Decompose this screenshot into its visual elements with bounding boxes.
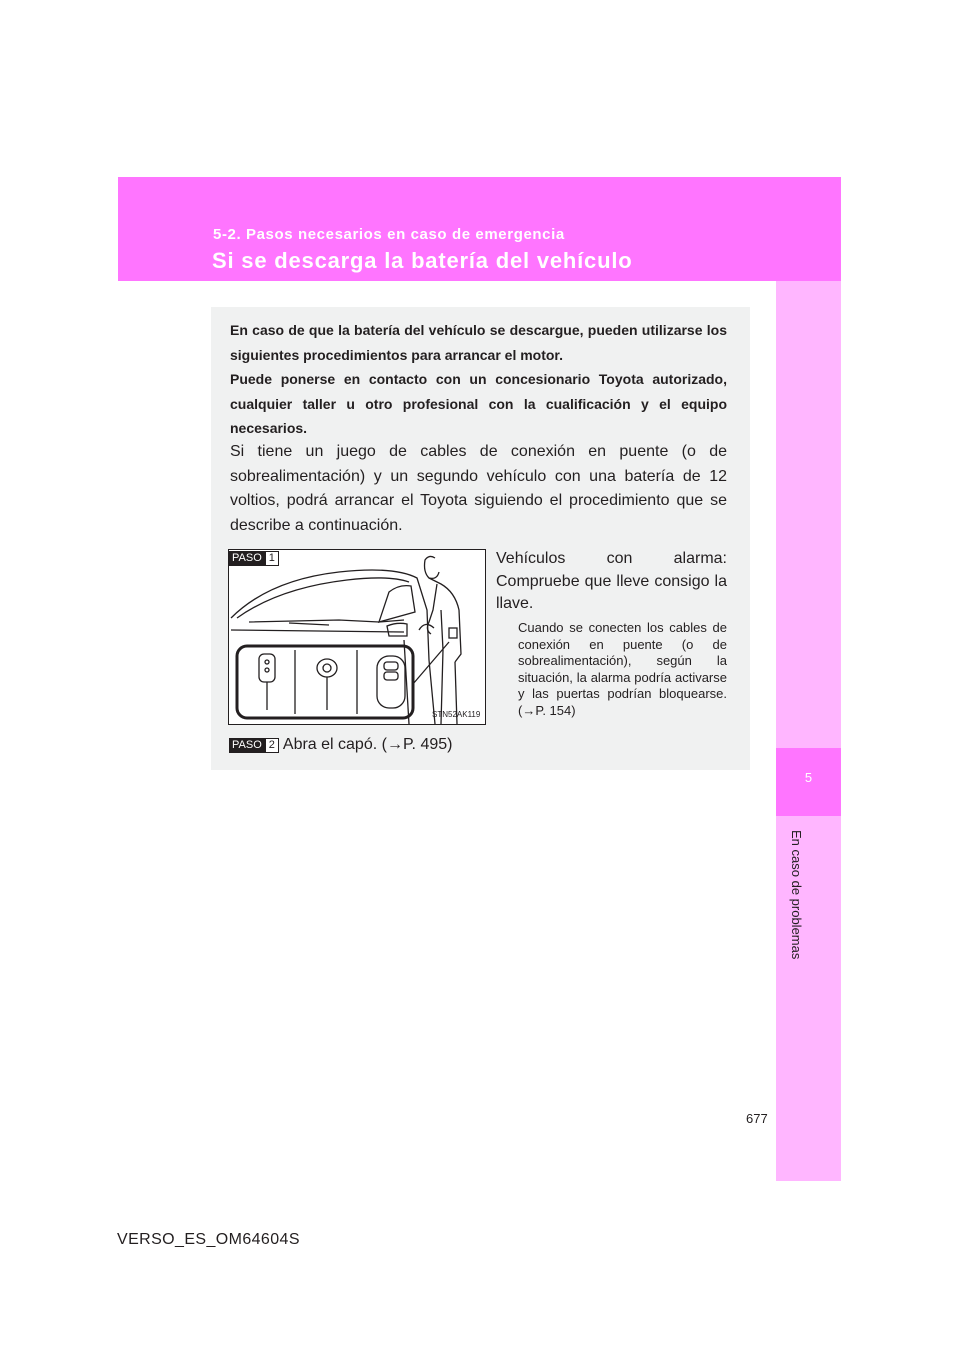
- body-paragraph: Si tiene un juego de cables de conexión en puente (o de sobrealimentación) y un segundo vehículo con una batería de 12 voltios, podrá arrancar el Toyota siguiendo el procedimiento que se describe a continuación.: [230, 443, 727, 534]
- car-key-illustration: [228, 549, 486, 725]
- illustration-code: STN52AK119: [432, 710, 481, 719]
- footer-code: VERSO_ES_OM64604S: [117, 1231, 300, 1248]
- intro-paragraph-2: Puede ponerse en contacto con un concesionario Toyota autorizado, cualquier taller u otro profesional con la cualificación y el equipo necesarios.: [230, 371, 727, 436]
- step-2-badge: [229, 738, 279, 753]
- intro-text: [230, 318, 727, 441]
- step-1-badge-word: PASO: [229, 551, 265, 566]
- intro-paragraph-1: En caso de que la batería del vehículo se descargue, pueden utilizarse los siguientes procedimientos para arrancar el motor.: [230, 322, 727, 363]
- step-2-badge-word: PASO: [229, 738, 265, 753]
- page-number: 677: [746, 1111, 768, 1126]
- chapter-sidebar: [776, 281, 841, 1181]
- step-2-badge-number: 2: [265, 738, 279, 753]
- step-1-text: Vehículos con alarma: Compruebe que lleve consigo la llave.: [496, 550, 727, 612]
- step-1-badge-number: 1: [265, 551, 279, 566]
- car-illustration-drawing: [229, 550, 485, 724]
- chapter-number: 5: [804, 770, 813, 785]
- step-1-note: Cuando se conecten los cables de conexión en puente (o de sobrealimentación), según la situación, la alarma podría activarse y las puertas podrían bloquearse. (→P. 154): [518, 620, 727, 718]
- chapter-label: En caso de problemas: [789, 830, 804, 960]
- step-2-text: Abra el capó. (→P. 495): [282, 736, 453, 753]
- section-heading: 5-2. Pasos necesarios en caso de emergencia: [213, 226, 565, 243]
- step-2: [229, 736, 452, 754]
- step-1-badge: [229, 551, 279, 566]
- page-title: Si se descarga la batería del vehículo: [212, 248, 633, 273]
